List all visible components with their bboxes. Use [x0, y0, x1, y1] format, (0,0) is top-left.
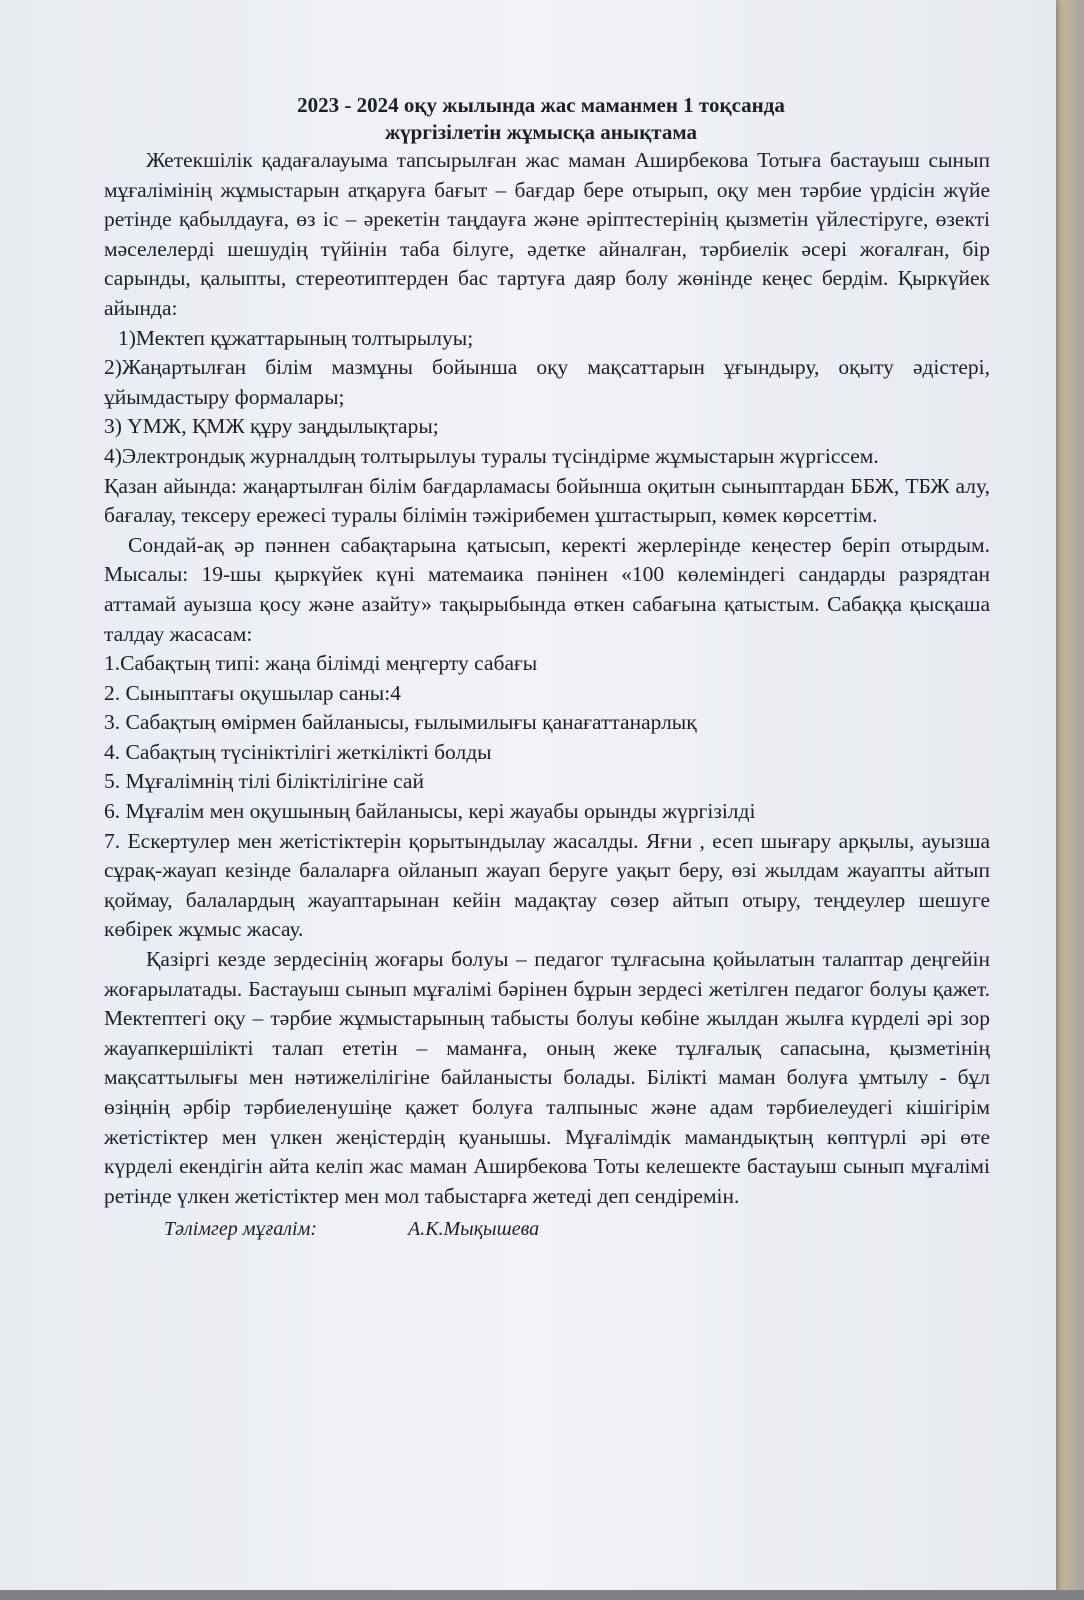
analysis-item: 6. Мұғалім мен оқушының байланысы, кері жауабы орынды жүргізілді: [104, 799, 756, 824]
conclusion-paragraph: Қазіргі кезде зердесінің жоғары болуы – педагог тұлғасына қойылатын талаптар деңгейін жоғарылатады. Бастауыш сынып мұғалімі бәрінен бұрын зердесі жетілген педагог болуы қажет. Мектептегі оқу – тәрбие жұмыстарының табысты болуы көбіне жылдан жылға күрделі әрі зор жауапкершілікті талап ететін – маманға, оның жеке тұлғалық сапасына, қызметінің мақсаттылығы мен нәтижелілігіне байланысты болады. Білікті маман болуға ұмтылу - бұл өзіңнің әрбір тәрбиеленушіңе қажет болуға талпыныс және адам тәрбиелеудегі кішігірім жетістіктер мен үлкен жеңістердің қуанышы. Мұғалімдік мамандықтың көптүрлі әрі өте күрделі екендігін айта келіп жас маман Аширбекова Тоты келешекте бастауыш сынып мұғалімі ретінде үлкен жетістіктер мен мол табыстарға жетеді деп сендіремін.: [104, 947, 990, 1208]
september-item: 3) ҮМЖ, ҚМЖ құру заңдылықтары;: [104, 414, 439, 439]
september-item: 1)Мектеп құжаттарының толтырылуы;: [118, 325, 474, 350]
analysis-item: 7. Ескертулер мен жетістіктерін қорытындылау жасалды. Яғни , есеп шығару арқылы, ауызша сұрақ-жауап кезінде балаларға ойланып жауап беруге уақыт беру, өзі жылдам жауапты айтып қоймау, балалардың жауаптарынан кейін мадақтау сөзер айтып отыру, теңдеулер шешуге көбірек жұмыс жасау.: [104, 828, 990, 942]
document-body: [104, 92, 990, 1243]
signature-name: А.К.Мықышева: [408, 1218, 540, 1241]
lessons-paragraph: Сондай-ақ әр пәннен сабақтарына қатысып, керекті жерлерінде кеңестер беріп отырдым. Мысалы: 19-шы қыркүйек күні матемаика пәнінен «100 көлеміндегі сандарды разрядтан аттамай ауызша қосу және азайту» тақырыбында өткен сабағына қатыстым. Сабаққа қысқаша талдау жасасам:: [104, 532, 990, 646]
analysis-item: 3. Сабақтың өмірмен байланысы, ғылымилығы қанағаттанарлық: [104, 710, 697, 735]
analysis-item: 5. Мұғалімнің тілі біліктілігіне сай: [104, 769, 424, 794]
document-title: [104, 92, 990, 146]
september-item: 4)Электрондық журналдың толтырылуы туралы түсіндірме жұмыстарын жүргіссем.: [104, 443, 879, 468]
signature-line: [104, 1215, 990, 1243]
analysis-item: 2. Сыныптағы оқушылар саны:4: [104, 680, 401, 705]
paper-bottom-edge: [0, 1590, 1084, 1600]
title-line-2: жүргізілетін жұмысқа анықтама: [384, 120, 698, 144]
october-paragraph: Қазан айында: жаңартылған білім бағдарламасы бойынша оқитын сыныптардан ББЖ, ТБЖ алу, бағалау, тексеру ережесі туралы білімін тәжірибемен ұштастырып, көмек көрсеттім.: [104, 473, 990, 528]
september-item: 2)Жаңартылған білім мазмұны бойынша оқу мақсаттарын ұғындыру, оқыту әдістері, ұйымдастыру формалары;: [104, 355, 990, 409]
analysis-item: 1.Сабақтың типі: жаңа білімді меңгерту сабағы: [104, 651, 538, 676]
analysis-item: 4. Сабақтың түсініктілігі жеткілікті болды: [104, 739, 492, 764]
signature-role: Тәлімгер мұғалім:: [164, 1218, 317, 1241]
intro-paragraph: Жетекшілік қадағалауыма тапсырылған жас маман Аширбекова Тотыға бастауыш сынып мұғалімінің жұмыстарын атқаруға бағыт – бағдар бере отырып, оқу мен тәрбие үрдісін жүйе ретінде қабылдауға, өз іс – әрекетін таңдауға және әріптестерінің қызметін үйлестіруге, өзекті мәселелерді шешудің түйінін таба білуге, әдетке айналған, тәрбиелік әсері жоғалған, бір сарынды, қалыпты, стереотиптерден бас тартуға даяр болу жөнінде кеңес бердім. Қыркүйек айында:: [104, 148, 990, 320]
title-line-1: 2023 - 2024 оқу жылында жас маманмен 1 тоқсанда: [297, 93, 785, 117]
